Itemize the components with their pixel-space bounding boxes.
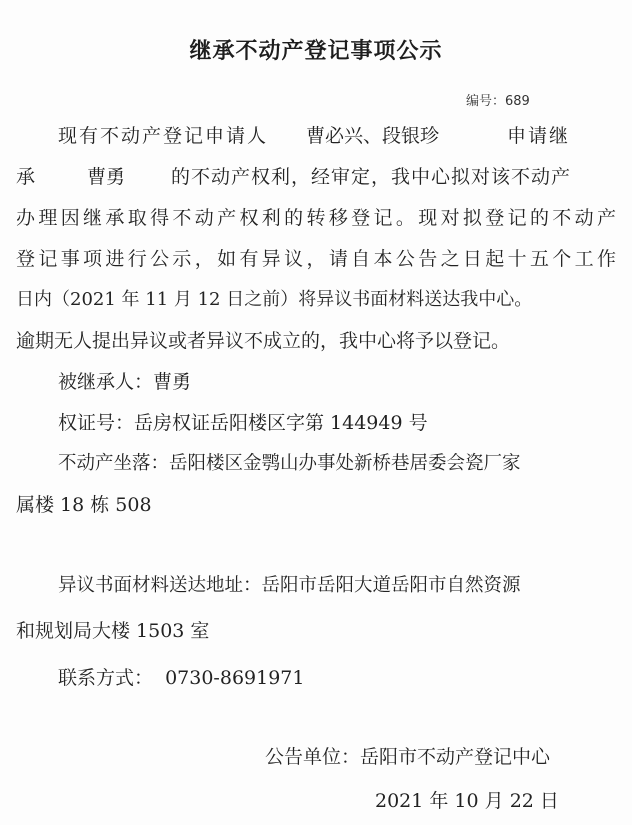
body-line-5: 日内（2021 年 11 月 12 日之前）将异议书面材料送达我中心。 <box>16 289 533 310</box>
document-number: 编号：689 <box>466 94 530 109</box>
body-line-6: 逾期无人提出异议或者异议不成立的，我中心将予以登记。 <box>16 330 511 352</box>
applicant-names: 曹必兴、段银珍 <box>306 125 440 147</box>
line1-prefix: 现有不动产登记申请人 <box>58 125 269 147</box>
body-line-4: 登记事项进行公示，如有异议，请自本公告之日起十五个工作 <box>16 248 616 270</box>
objection-address-continued: 和规划局大楼 1503 室 <box>16 620 210 642</box>
deceased-name-inline: 曹勇 <box>87 166 126 188</box>
line2-suffix: 的不动产权利，经审定，我中心拟对该不动产 <box>171 166 572 188</box>
notice-title: 继承不动产登记事项公示 <box>189 39 443 64</box>
property-location-continued: 属楼 18 栋 508 <box>16 494 152 516</box>
objection-address-field: 异议书面材料送达地址：岳阳市岳阳大道岳阳市自然资源 <box>58 575 521 596</box>
body-line-1 <box>58 124 616 148</box>
certificate-number-field: 权证号：岳房权证岳阳楼区字第 144949 号 <box>58 412 428 434</box>
body-line-2 <box>16 165 571 189</box>
heir-field: 被继承人：曹勇 <box>58 371 192 393</box>
body-line-3: 办理因继承取得不动产权利的转移登记。现对拟登记的不动产 <box>16 207 616 229</box>
line2-prefix: 承 <box>16 166 36 188</box>
issue-date: 2021 年 10 月 22 日 <box>375 790 559 812</box>
contact-field: 联系方式： 0730-8691971 <box>58 667 305 689</box>
property-location-field: 不动产坐落：岳阳楼区金鹗山办事处新桥巷居委会瓷厂家 <box>58 453 521 474</box>
line1-suffix: 申请继 <box>507 125 571 147</box>
issuer-field: 公告单位：岳阳市不动产登记中心 <box>265 746 551 768</box>
